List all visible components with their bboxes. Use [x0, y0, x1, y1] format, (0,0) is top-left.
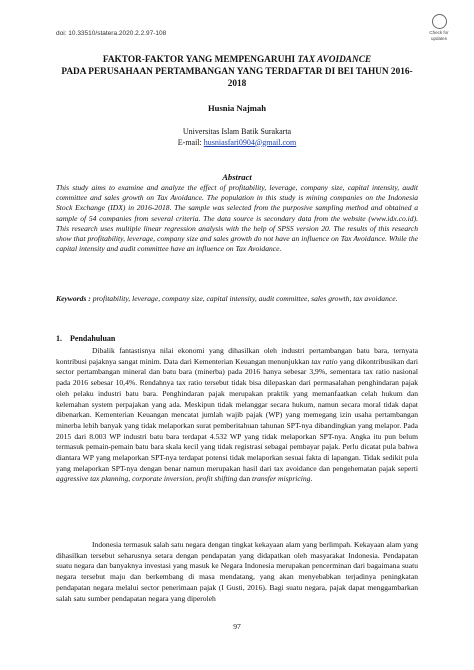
keywords-label: Keywords : [56, 294, 91, 303]
author-name: Husnia Najmah [207, 103, 267, 113]
section-number: 1. [56, 334, 62, 343]
title-part2: PADA PERUSAHAAN PERTAMBANGAN YANG TERDAFTAR DI BEI TAHUN 2016-2018 [61, 67, 413, 89]
section-title: Pendahuluan [70, 334, 116, 343]
abstract-text: This study aims to examine and analyze the effect of profitability, leverage, company size, capital intensity, audit committee and sales growth on Tax Avoidance. The population in this study is mining companies on the Indonesia Stock Exchange (IDX) in 2016-2018. The sample was selected from the purposive sampling method and obtained a sample of 54 companies from several criteria. The data source is secondary data from the website (www.idx.co.id). This research uses multiple linear regression analysis with the help of SPSS version 20. The results of this research show that profitability, leverage, company size and sales growth do not have an influence on Tax Avoidance. While the capital intensity and audit committee have an influence on Tax Avoidance. [56, 183, 418, 254]
email-line [56, 138, 418, 149]
check-for-updates-badge[interactable] [424, 14, 454, 41]
updates-icon [432, 14, 447, 29]
affiliation: Universitas Islam Batik Surakarta [182, 127, 292, 136]
abstract-heading: Abstract [222, 172, 252, 182]
p1-text-c: dan [237, 474, 253, 484]
email-link[interactable]: husniasfari0904@gmail.com [203, 137, 297, 147]
doi-text: doi: 10.33510/statera.2020.2.2.97-108 [56, 30, 167, 37]
paper-title [56, 54, 418, 90]
p1-italic-c: transfer mispricing [252, 474, 311, 484]
p1-text-a: Dibalik fantastisnya nilai ekonomi yang dihasilkan oleh industri pertambangan batu bara, ternyata kontribusi pajaknya sangat minim. Data dari Kementerian Keuangan menunjukkan [56, 346, 418, 366]
badge-label-1: Check for [429, 30, 449, 35]
keywords [56, 294, 418, 304]
email-label: E-mail: [177, 137, 204, 147]
p1-text-d: . [310, 474, 313, 484]
page-number: 97 [233, 622, 241, 631]
title-italic: TAX AVOIDANCE [297, 55, 372, 65]
paragraph-2: Indonesia termasuk salah satu negara dengan tingkat kekayaan alam yang berlimpah. Kekayaan alam yang dihasilkan tersebut seharusnya setara dengan pendapatan yang didapatkan oleh masyarakat Indonesia. Pendapatan suatu negara dan banyaknya investasi yang masuk ke Negara Indonesia merupakan pencerminan dari bagaimana suatu negara tersebut maju dan berkembang di masa mendatang, yang akan menyebabkan terjadinya peningkatan pendapatan negara melalui sector penerimaan pajak (I Gusti, 2016). Bagi suatu negara, pajak dapat menggambarkan salah satu sumber pendapatan negara yang diperoleh [56, 540, 418, 603]
p1-text-b: yang dikontribusikan dari sector pertambangan mineral dan batu bara (minerba) pada 2016 hanya sebesar 3,9%, sementara tax ratio nasional pada 2016 sebesar 10,4%. Rendahnya tax ratio tersebut tidak bisa dilepaskan dari permasalahan penghindaran pajak oleh pelaku industri batu bara. Penghindaran pajak merupakan praktik yang memanfaatkan celah hukum dan kelemahan system perpajakan yang ada. Meskipun tidak melanggar secara hukum, namun secara moral tidak dapat dibenarkan. Kementerian Keuangan mencatat jumlah wajib pajak (WP) yang memegang izin usaha pertambangan minerba lebih banyak yang tidak melaporkan surat pemberitahuan tahunan SPT-nya dibandingkan yang melapor. Pada 2015 dari 8.003 WP industri batu bara terdapat 4.532 WP yang tidak melaporkan SPT-nya. Angka itu pun belum termasuk pemain-pemain batu bara skala kecil yang tidak registrasi sebagai pembayar pajak. Perlu dicatat pula bahwa diantara WP yang melaporkan SPT-nya terdapat potensi tidak melaporkan sesuai fakta di lapangan. Tidak sedikit pula yang melaporkan SPT-nya dengan benar namun merupakan hasil dari tax avoidance dan pengehematan pajak seperti [56, 356, 418, 473]
p1-italic-a: tax ratio [311, 356, 338, 366]
author-affiliation-block [56, 127, 418, 148]
keywords-text: profitability, leverage, company size, capital intensity, audit committee, sales growth, tax avoidance. [90, 294, 398, 303]
paragraph-1 [56, 346, 418, 485]
p1-italic-b: aggressive tax planning, corporate inversion, profit shifting [56, 474, 238, 484]
title-part1: FAKTOR-FAKTOR YANG MEMPENGARUHI [102, 55, 298, 65]
section-heading [56, 334, 115, 343]
badge-label-2: updates [430, 36, 447, 41]
